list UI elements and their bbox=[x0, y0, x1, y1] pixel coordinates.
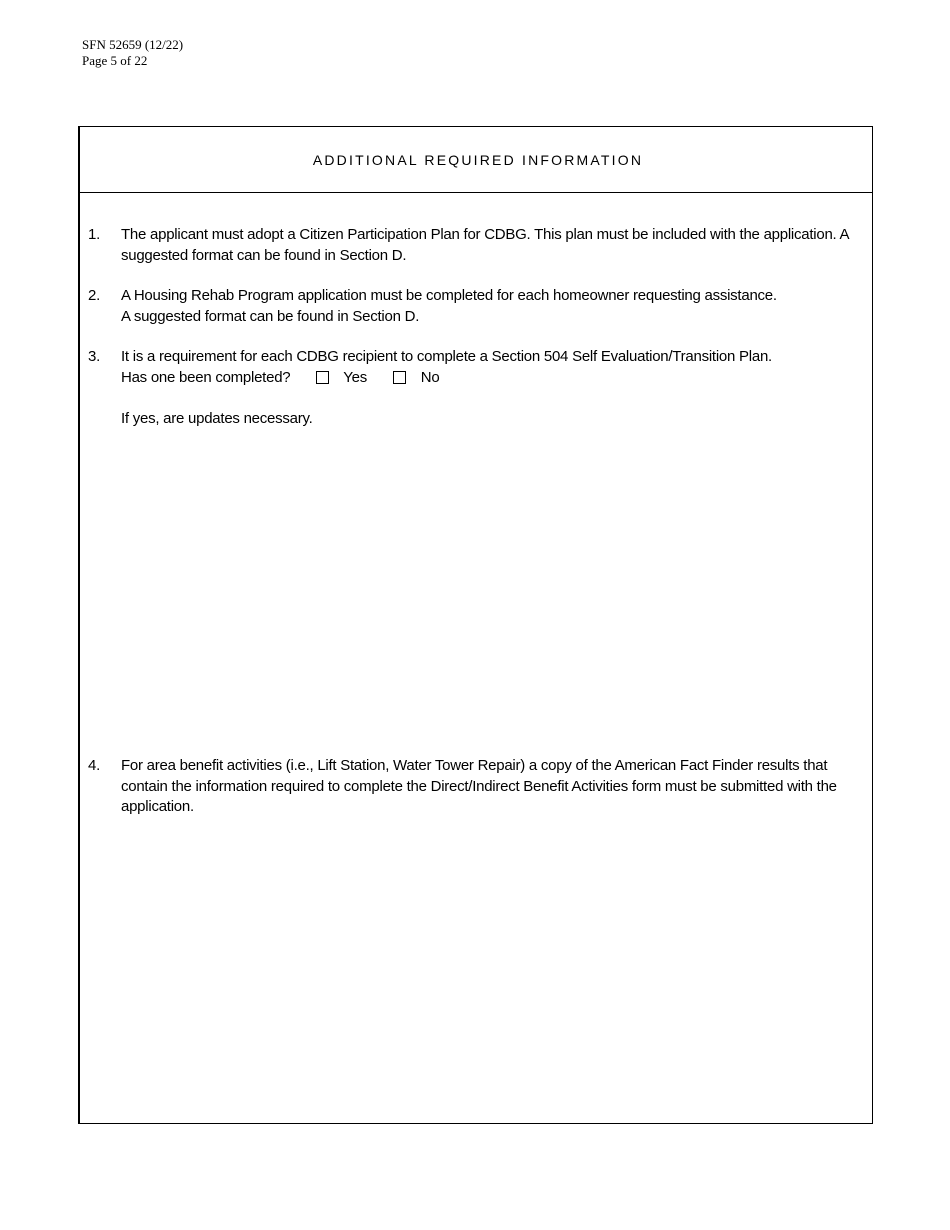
page-number: Page 5 of 22 bbox=[82, 52, 148, 68]
yes-label: Yes bbox=[343, 368, 367, 386]
additional-info-section bbox=[78, 126, 873, 1124]
completion-question-row bbox=[121, 368, 861, 389]
form-identifier bbox=[82, 37, 183, 68]
yes-checkbox[interactable] bbox=[316, 371, 329, 384]
item-text-line-1: A Housing Rehab Program application must be completed for each homeowner requesting assistance. bbox=[121, 287, 777, 304]
no-checkbox[interactable] bbox=[393, 371, 406, 384]
item-number: 2. bbox=[88, 287, 101, 304]
form-number: SFN 52659 (12/22) bbox=[82, 37, 184, 52]
updates-question: If yes, are updates necessary. bbox=[121, 410, 313, 427]
section-title: ADDITIONAL REQUIRED INFORMATION bbox=[312, 151, 644, 168]
item-text: The applicant must adopt a Citizen Participation Plan for CDBG. This plan must be included with the application. A suggested format can be found in Section D. bbox=[121, 226, 849, 264]
item-text-line-1: It is a requirement for each CDBG recipient to complete a Section 504 Self Evaluation/Transition Plan. bbox=[121, 348, 772, 365]
item-number: 1. bbox=[88, 226, 101, 243]
yes-option[interactable] bbox=[316, 368, 367, 389]
item-text: For area benefit activities (i.e., Lift Station, Water Tower Repair) a copy of the American Fact Finder results that contain the information required to complete the Direct/Indirect Benefit Activities form must be submitted with the application. bbox=[121, 757, 837, 815]
no-option[interactable] bbox=[393, 368, 440, 389]
no-label: No bbox=[420, 368, 440, 386]
item-number: 3. bbox=[88, 348, 101, 365]
section-header bbox=[80, 127, 872, 193]
completion-question: Has one been completed? bbox=[121, 368, 291, 386]
item-number: 4. bbox=[88, 757, 101, 774]
item-text-line-2: A suggested format can be found in Section D. bbox=[121, 307, 420, 325]
